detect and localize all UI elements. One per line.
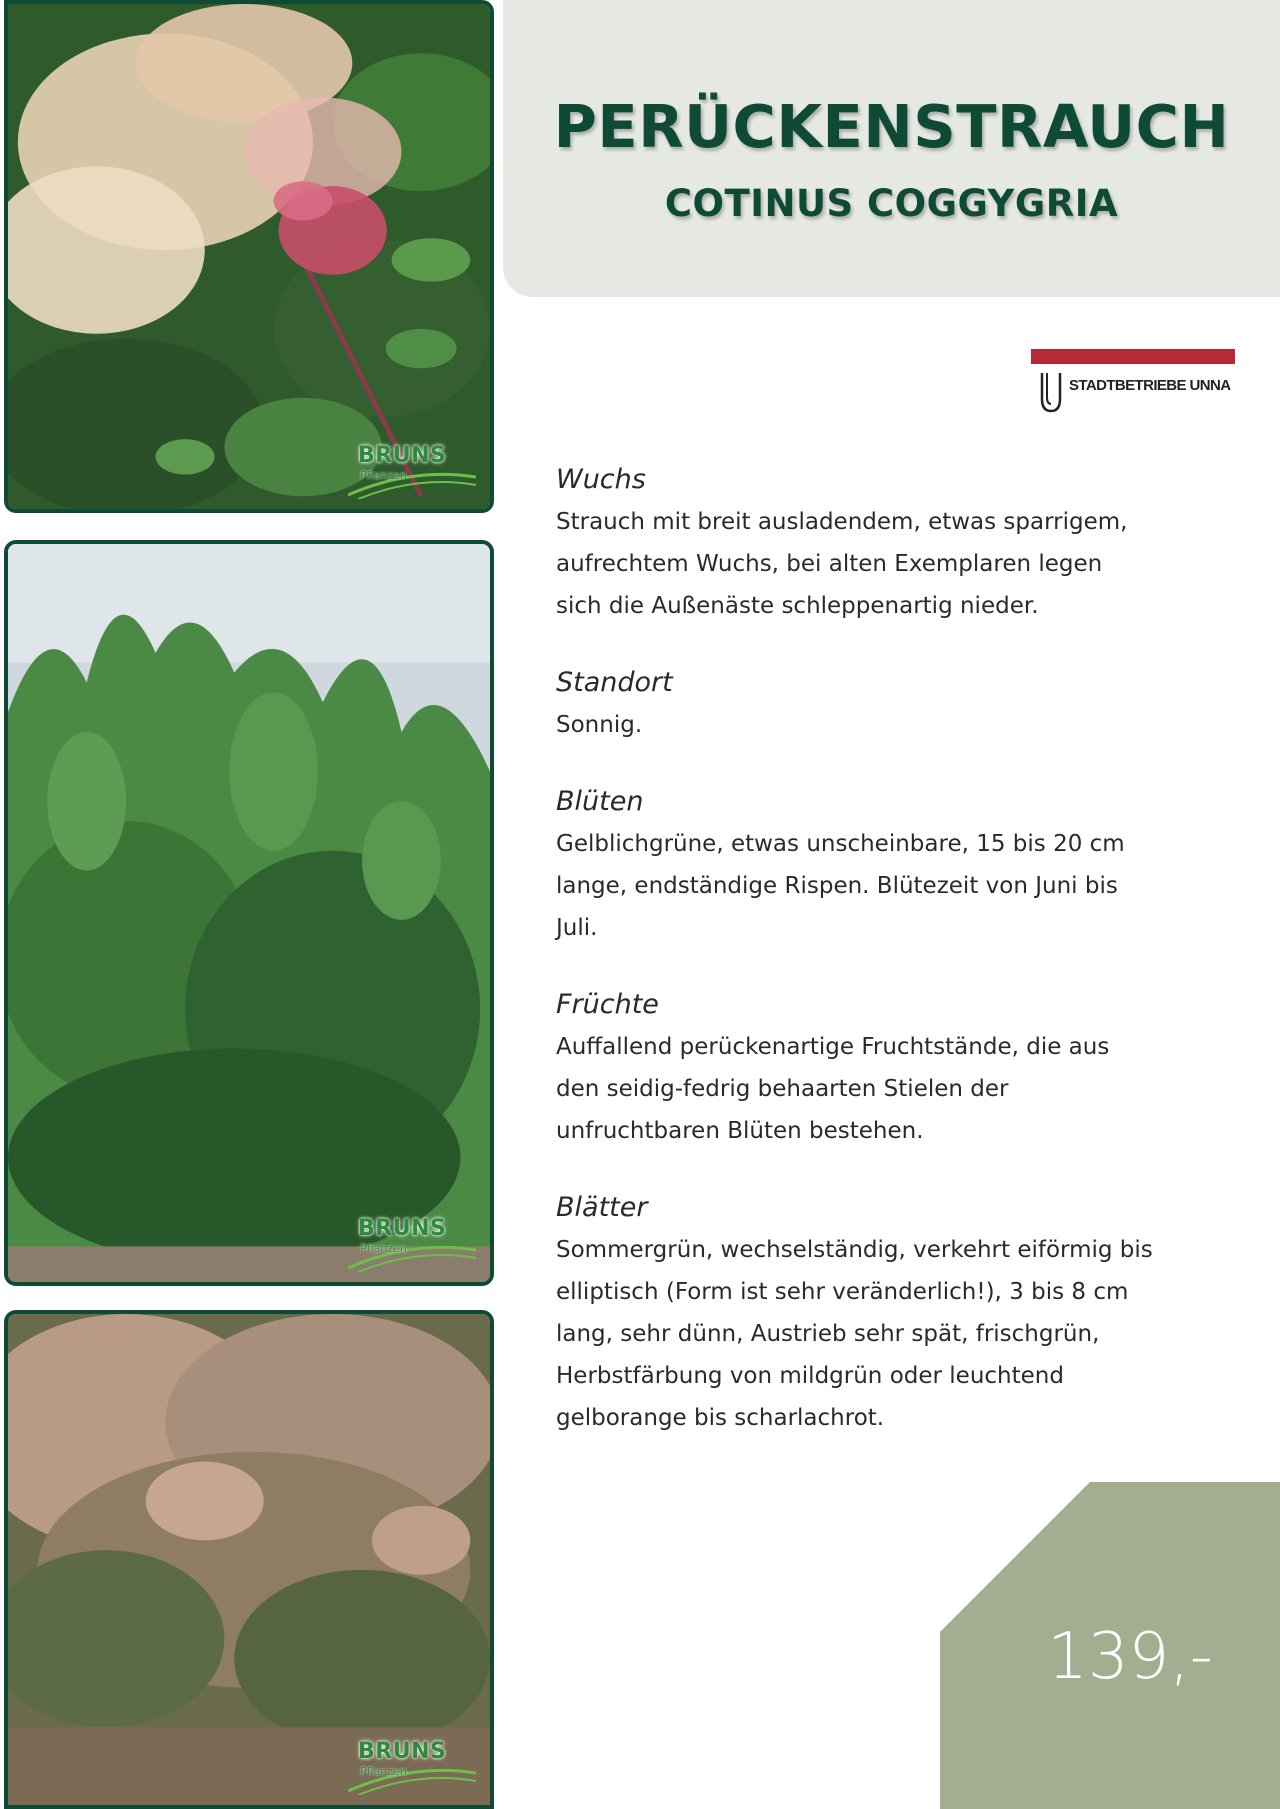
plant-photo-closeup-image <box>8 4 490 509</box>
plant-photo-closeup <box>4 0 494 513</box>
section-body-line: Gelblichgrüne, etwas unscheinbare, 15 bis 20 cm <box>556 831 1125 857</box>
logo-text: STADTBETRIEBE UNNA <box>1069 377 1231 394</box>
section-body-line: den seidig-fedrig behaarten Stielen der <box>556 1076 1009 1102</box>
section-body-line: Strauch mit breit ausladendem, etwas sparrigem, <box>556 509 1128 535</box>
section-body <box>556 1026 1236 1152</box>
section-body-line: unfruchtbaren Blüten bestehen. <box>556 1118 924 1144</box>
page-title: PERÜCKENSTRAUCH <box>553 92 1230 161</box>
section-standort <box>556 667 1236 746</box>
section-body <box>556 1229 1236 1439</box>
bruns-brand-sub: Pflanzen <box>360 469 407 482</box>
description-sections <box>556 464 1236 1479</box>
section-body-line: sich die Außenäste schleppenartig nieder. <box>556 593 1039 619</box>
section-bltter <box>556 1192 1236 1439</box>
section-body-line: lang, sehr dünn, Austrieb sehr spät, frischgrün, <box>556 1321 1100 1347</box>
plant-photo-shrub-image <box>8 544 490 1282</box>
plant-photo-plumes-image <box>8 1314 490 1805</box>
bruns-watermark <box>348 439 476 499</box>
section-heading: Wuchs <box>556 464 646 495</box>
title-panel <box>503 0 1280 297</box>
section-body-line: Juli. <box>556 915 598 941</box>
section-frchte <box>556 989 1236 1152</box>
section-heading: Blüten <box>556 786 644 817</box>
bruns-brand-name: BRUNS <box>358 1216 447 1241</box>
section-heading: Standort <box>556 667 673 698</box>
bruns-brand-sub: Pflanzen <box>360 1765 407 1778</box>
plant-photo-shrub <box>4 540 494 1286</box>
section-body-line: aufrechtem Wuchs, bei alten Exemplaren legen <box>556 551 1103 577</box>
section-wuchs <box>556 464 1236 627</box>
logo-red-bar <box>1031 349 1235 364</box>
section-body-line: Herbstfärbung von mildgrün oder leuchtend <box>556 1363 1064 1389</box>
section-heading: Blätter <box>556 1192 648 1223</box>
price: 139,- <box>1047 1620 1213 1694</box>
bruns-brand-sub: Pflanzen <box>360 1242 407 1255</box>
section-body-line: gelborange bis scharlachrot. <box>556 1405 885 1431</box>
bruns-brand-name: BRUNS <box>358 443 447 468</box>
botanical-name: COTINUS COGGYGRIA <box>664 182 1119 225</box>
section-body <box>556 704 1236 746</box>
section-body-line: Auffallend perückenartige Fruchtstände, die aus <box>556 1034 1110 1060</box>
section-body <box>556 823 1236 949</box>
bruns-watermark <box>348 1735 476 1795</box>
section-body-line: elliptisch (Form ist sehr veränderlich!), 3 bis 8 cm <box>556 1279 1129 1305</box>
plant-photo-plumes <box>4 1310 494 1809</box>
bruns-watermark <box>348 1212 476 1272</box>
section-body-line: Sonnig. <box>556 712 643 738</box>
section-blten <box>556 786 1236 949</box>
stadtbetriebe-unna-logo <box>1031 349 1235 415</box>
section-heading: Früchte <box>556 989 659 1020</box>
bruns-brand-name: BRUNS <box>358 1739 447 1764</box>
logo-u-icon <box>1038 371 1064 415</box>
section-body-line: Sommergrün, wechselständig, verkehrt eiförmig bis <box>556 1237 1153 1263</box>
section-body-line: lange, endständige Rispen. Blütezeit von Juni bis <box>556 873 1118 899</box>
section-body <box>556 501 1236 627</box>
